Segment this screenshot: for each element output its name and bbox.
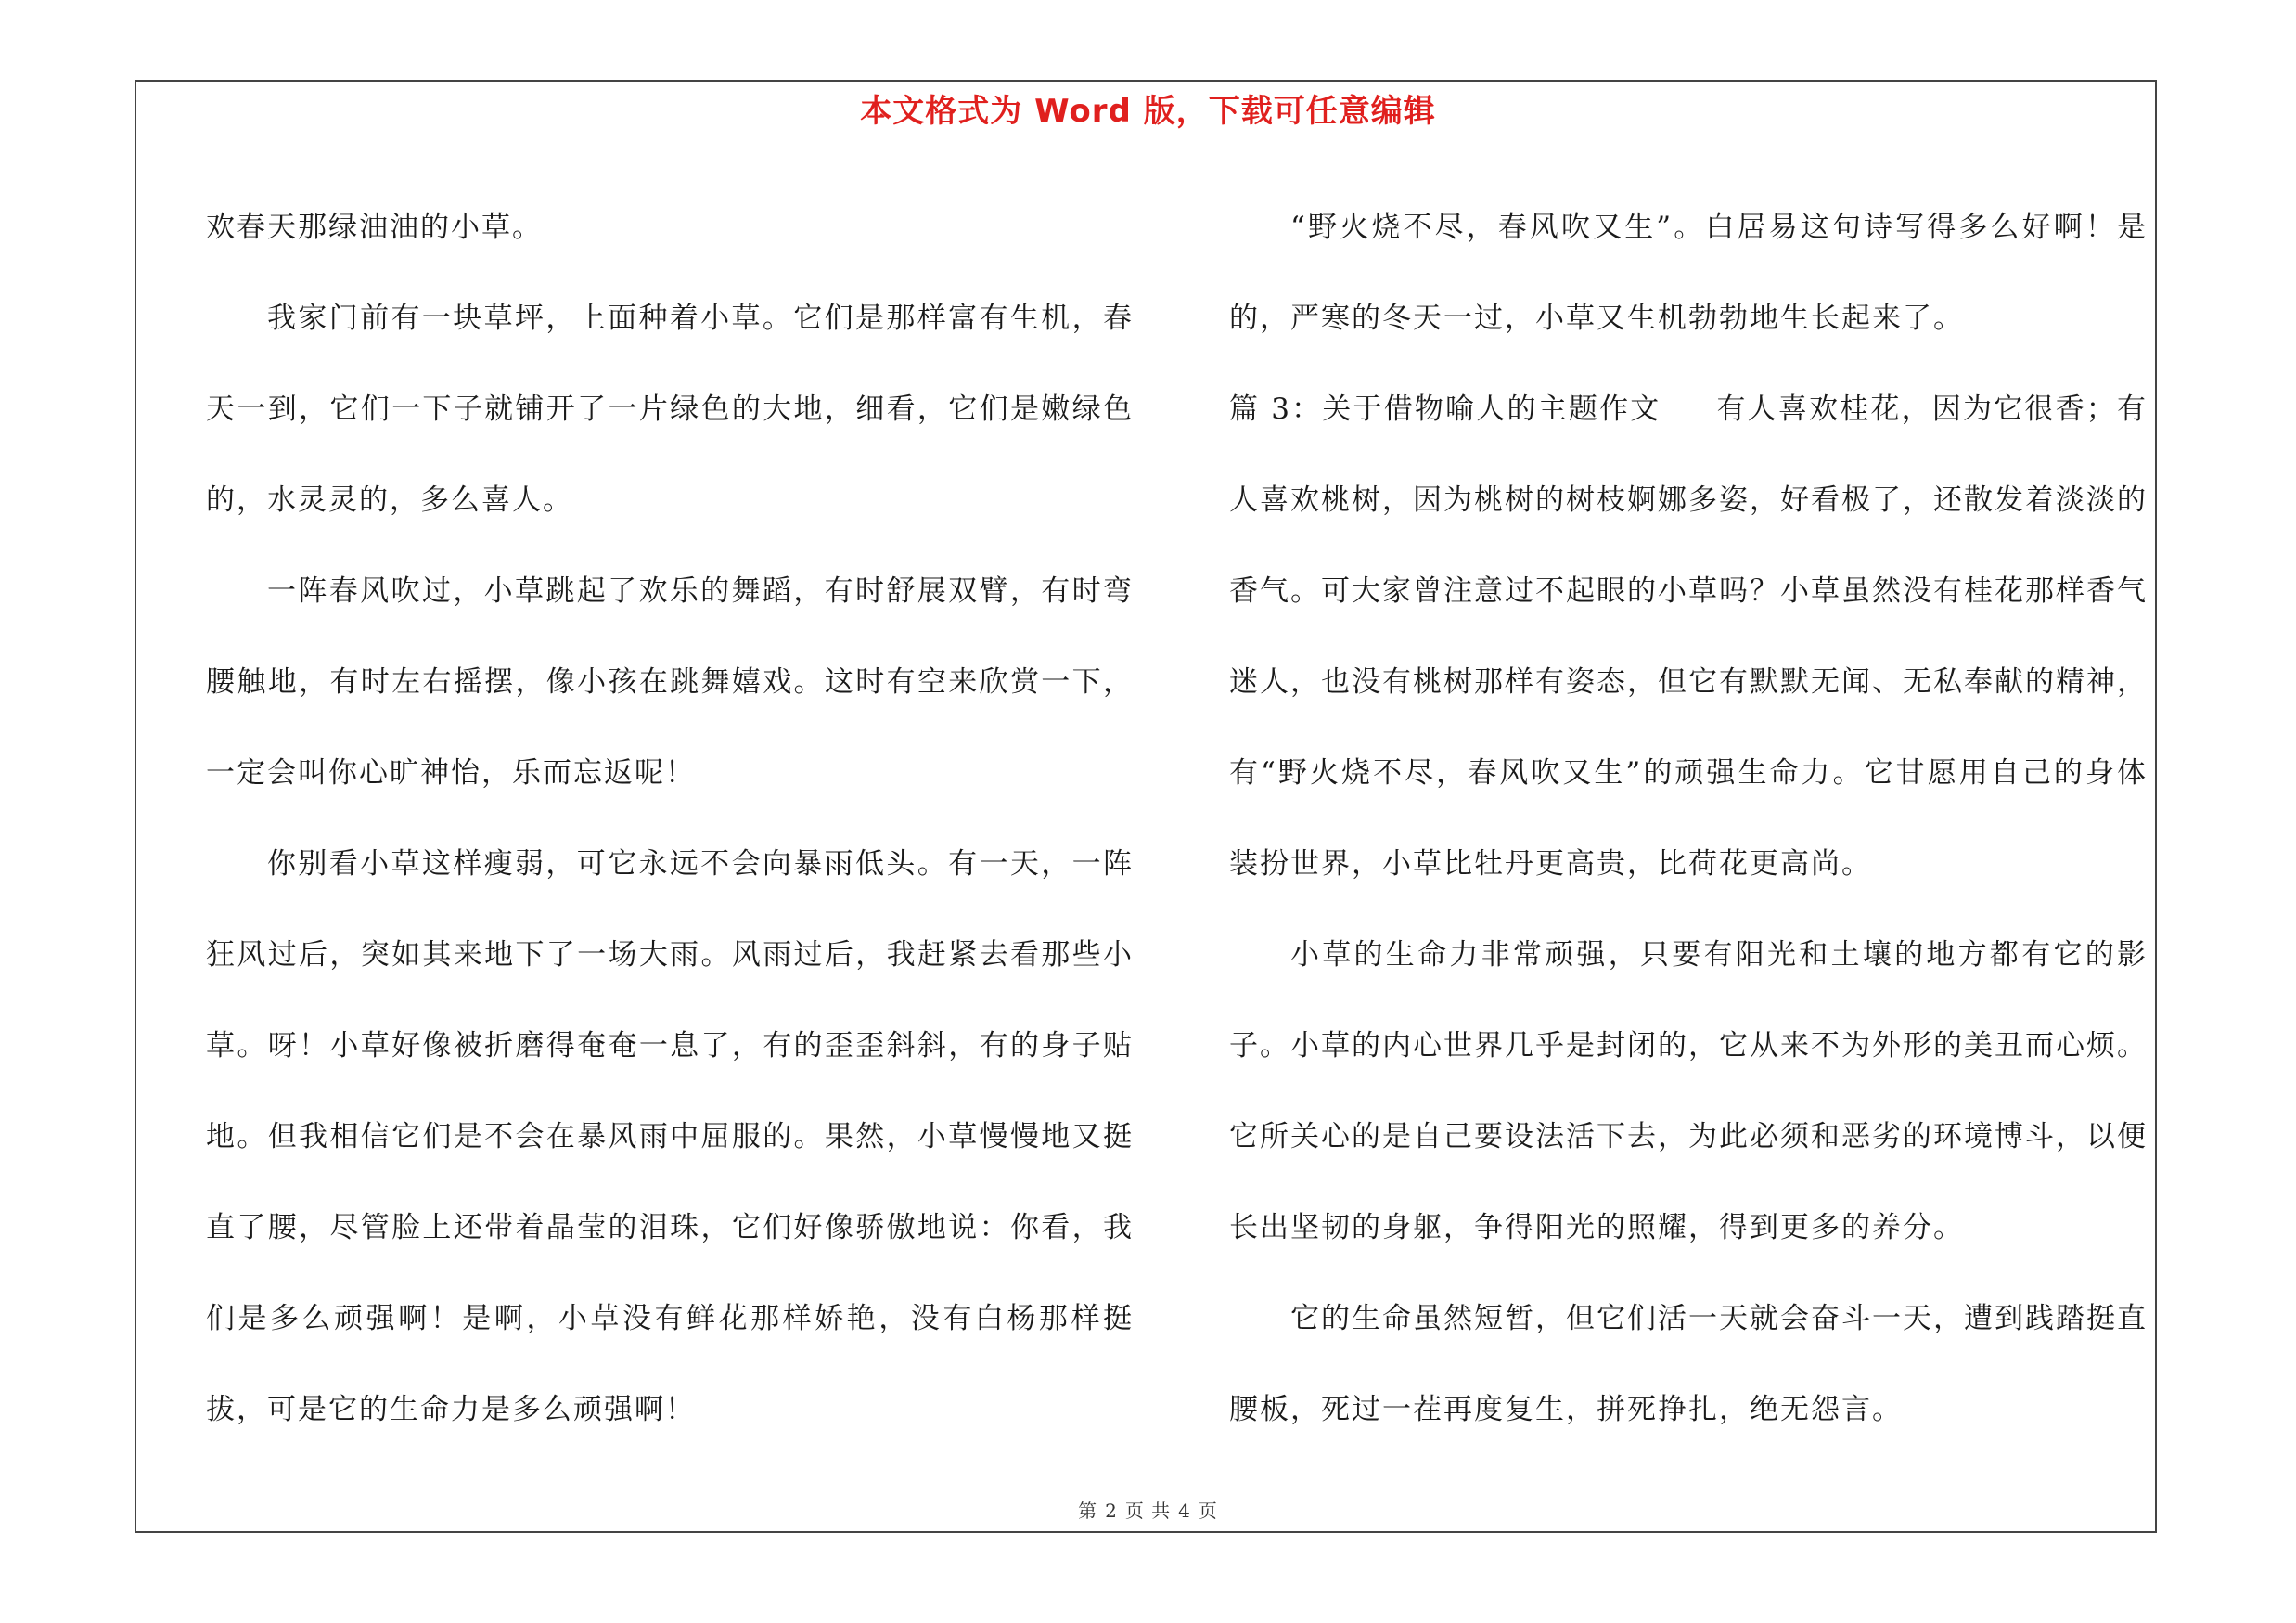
paragraph-continued: 欢春天那绿油油的小草。 <box>206 211 543 244</box>
current-page-number: 2 <box>1105 1500 1118 1522</box>
section-body: 有人喜欢桂花，因为它很香；有人喜欢桃树，因为桃树的树枝婀娜多姿，好看极了，还散发着淡淡的香气。可大家曾注意过不起眼的小草吗？小草虽然没有桂花那样香气迷人，也没有桃树那样有姿态，但它有默默无闻、无私奉献的精神，有“野火烧不尽，春风吹又生”的顽强生命力。它甘愿用自己的身体装扮世界，小草比牡丹更高贵，比荷花更高尚。 <box>1229 393 2148 881</box>
footer-prefix: 第 <box>1078 1500 1098 1522</box>
section-paragraph <box>1229 364 2148 909</box>
paragraph: “野火烧不尽，春风吹又生”。白居易这句诗写得多么好啊！是的，严寒的冬天一过，小草又生机勃勃地生长起来了。 <box>1229 211 2148 335</box>
header-banner: 本文格式为 Word 版，下载可任意编辑 <box>860 93 1436 130</box>
section-heading: 篇 3：关于借物喻人的主题作文 <box>1229 393 1661 426</box>
paragraph: 我家门前有一块草坪，上面种着小草。它们是那样富有生机，春天一到，它们一下子就铺开了一片绿色的大地，细看，它们是嫩绿色的，水灵灵的，多么喜人。 <box>206 302 1134 517</box>
paragraph: 它的生命虽然短暂，但它们活一天就会奋斗一天，遭到践踏挺直腰板，死过一茬再度复生，拼死挣扎，绝无怨言。 <box>1229 1302 2148 1426</box>
footer-suffix: 页 <box>1198 1500 1218 1522</box>
paragraph: 你别看小草这样瘦弱，可它永远不会向暴雨低头。有一天，一阵狂风过后，突如其来地下了一场大雨。风雨过后，我赶紧去看那些小草。呀！小草好像被折磨得奄奄一息了，有的歪歪斜斜，有的身子贴地。但我相信它们是不会在暴风雨中屈服的。果然，小草慢慢地又挺直了腰，尽管脸上还带着晶莹的泪珠，它们好像骄傲地说：你看，我们是多么顽强啊！是啊，小草没有鲜花那样娇艳，没有白杨那样挺拔，可是它的生命力是多么顽强啊！ <box>206 847 1134 1426</box>
footer-middle: 页 共 <box>1124 1500 1172 1522</box>
right-column <box>1229 182 2148 1455</box>
paragraph: 一阵春风吹过，小草跳起了欢乐的舞蹈，有时舒展双臂，有时弯腰触地，有时左右摇摆，像小孩在跳舞嬉戏。这时有空来欣赏一下，一定会叫你心旷神怡，乐而忘返呢！ <box>206 574 1134 790</box>
paragraph: 小草的生命力非常顽强，只要有阳光和土壤的地方都有它的影子。小草的内心世界几乎是封闭的，它从来不为外形的美丑而心烦。它所关心的是自己要设法活下去，为此必须和恶劣的环境博斗，以便长出坚韧的身躯，争得阳光的照耀，得到更多的养分。 <box>1229 938 2148 1244</box>
page-footer <box>0 1496 2296 1523</box>
total-pages-number: 4 <box>1178 1500 1191 1522</box>
left-column <box>206 182 1134 1455</box>
